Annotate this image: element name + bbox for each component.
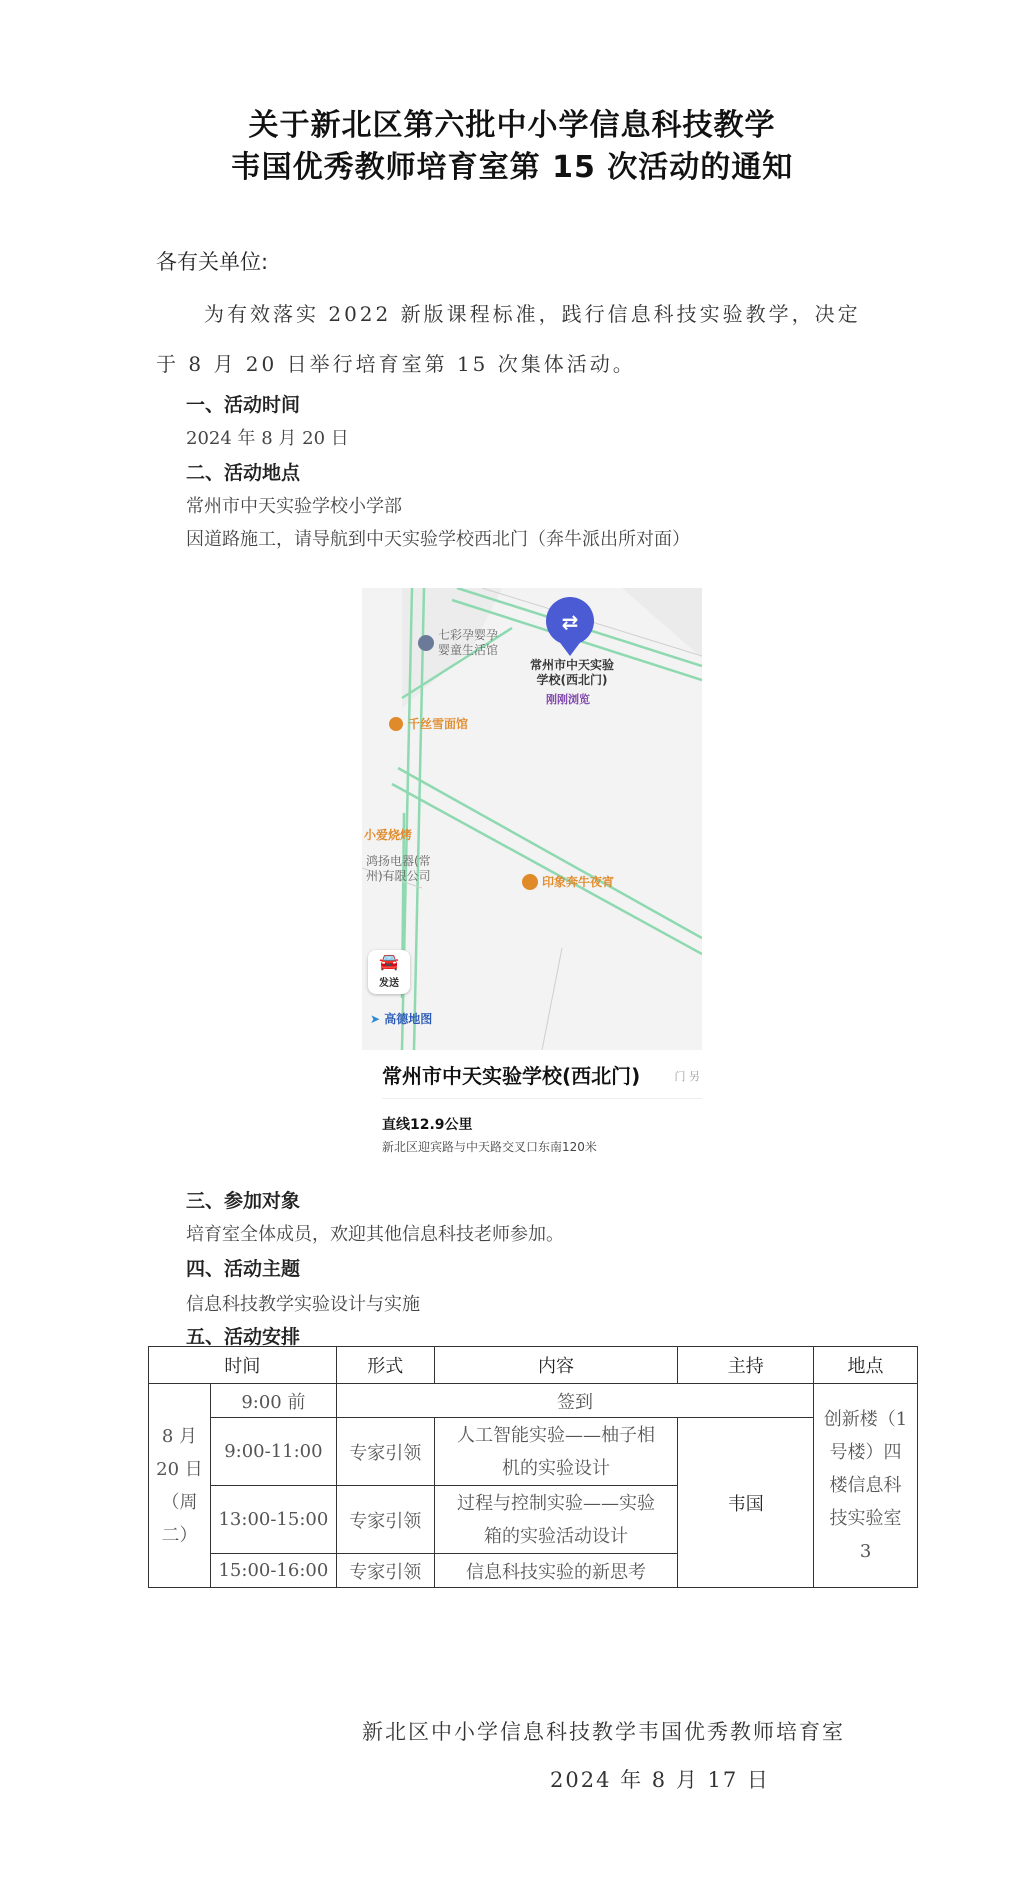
poi-target-line-2: 学校(西北门) xyxy=(536,673,608,687)
poi-company xyxy=(366,854,431,884)
time-cell: 15:00-16:00 xyxy=(210,1554,336,1588)
content-cell: 签到 xyxy=(336,1384,813,1418)
theme-heading: 四、活动主题 xyxy=(186,1258,301,1280)
card-title: 常州市中天实验学校(西北门) xyxy=(382,1064,641,1088)
date-line-4: 二） xyxy=(161,1524,198,1546)
time-cell: 9:00-11:00 xyxy=(210,1418,336,1486)
poi-night-snack: 印象奔牛夜宵 xyxy=(542,875,615,889)
poi-bbq: 小爱烧烤 xyxy=(364,828,413,842)
poi-baby-store xyxy=(438,628,498,658)
content-cell xyxy=(434,1418,678,1486)
poi-target xyxy=(512,658,632,688)
place-value: 常州市中天实验学校小学部 xyxy=(186,496,402,517)
poi-noodle: 千丝雪面馆 xyxy=(408,717,469,731)
participants-heading: 三、参加对象 xyxy=(186,1190,301,1212)
intro-line-1: 为有效落实 2022 新版课程标准，践行信息科技实验教学，决定 xyxy=(204,302,861,326)
form-cell: 专家引领 xyxy=(336,1554,434,1588)
time-cell: 9:00 前 xyxy=(210,1384,336,1418)
time-cell: 13:00-15:00 xyxy=(210,1486,336,1554)
header-time: 时间 xyxy=(149,1347,337,1384)
location-line-4: 技实验室 xyxy=(829,1508,902,1529)
poi-company-line-2: 州)有限公司 xyxy=(366,869,431,883)
date-line-2: 20 日 xyxy=(156,1458,203,1480)
signature-date: 2024 年 8 月 17 日 xyxy=(550,1768,770,1792)
poi-baby-line-2: 婴童生活馆 xyxy=(438,643,499,657)
location-line-3: 楼信息科 xyxy=(829,1475,902,1496)
map-brand xyxy=(370,1012,432,1027)
content-line-2: 箱的实验活动设计 xyxy=(484,1525,628,1547)
title-line-1: 关于新北区第六批中小学信息科技教学 xyxy=(248,108,776,143)
location-card xyxy=(362,1050,702,1158)
location-line-1: 创新楼（1 xyxy=(823,1409,908,1430)
content-cell: 信息科技实验的新思考 xyxy=(434,1554,678,1588)
form-cell: 专家引领 xyxy=(336,1418,434,1486)
form-cell: 专家引领 xyxy=(336,1486,434,1554)
content-line-1: 人工智能实验——柚子相 xyxy=(457,1424,655,1446)
signature-org: 新北区中小学信息科技教学韦国优秀教师培育室 xyxy=(362,1720,845,1744)
poi-recent-label: 刚刚浏览 xyxy=(546,693,590,706)
navigation-arrow-icon: ➤ xyxy=(370,1012,381,1026)
content-line-1: 过程与控制实验——实验 xyxy=(457,1492,655,1514)
schedule-heading: 五、活动安排 xyxy=(186,1326,301,1348)
time-value: 2024 年 8 月 20 日 xyxy=(186,428,349,449)
date-line-1: 8 月 xyxy=(161,1425,198,1447)
time-heading: 一、活动时间 xyxy=(186,394,301,416)
header-form: 形式 xyxy=(336,1347,434,1384)
theme-value: 信息科技教学实验设计与实施 xyxy=(186,1294,420,1315)
card-tag: 门 另 xyxy=(674,1070,700,1083)
map-brand-label: 高德地图 xyxy=(384,1012,433,1026)
date-line-3: （周 xyxy=(161,1491,198,1513)
card-address: 新北区迎宾路与中天路交叉口东南120米 xyxy=(382,1140,597,1154)
location-line-5: 3 xyxy=(859,1541,872,1562)
place-note: 因道路施工，请导航到中天实验学校西北门（奔牛派出所对面） xyxy=(186,529,690,550)
location-line-2: 号楼）四 xyxy=(829,1442,902,1463)
content-line-2: 机的实验设计 xyxy=(502,1457,610,1479)
table-row xyxy=(149,1384,918,1418)
send-button[interactable] xyxy=(368,950,410,994)
svg-text:⇄: ⇄ xyxy=(561,610,579,634)
card-divider xyxy=(382,1098,702,1099)
date-cell xyxy=(149,1384,211,1588)
greeting: 各有关单位: xyxy=(156,250,269,274)
intro-line-2: 于 8 月 20 日举行培育室第 15 次集体活动。 xyxy=(156,352,636,376)
map-image xyxy=(362,588,702,1050)
header-location: 地点 xyxy=(814,1347,918,1384)
card-distance: 直线12.9公里 xyxy=(382,1117,473,1133)
header-host: 主持 xyxy=(678,1347,814,1384)
header-content: 内容 xyxy=(434,1347,678,1384)
host-cell: 韦国 xyxy=(678,1418,814,1588)
table-header-row xyxy=(149,1347,918,1384)
participants-value: 培育室全体成员，欢迎其他信息科技老师参加。 xyxy=(186,1224,564,1245)
send-label: 发送 xyxy=(379,978,399,989)
place-heading: 二、活动地点 xyxy=(186,462,301,484)
title-line-2: 韦国优秀教师培育室第 15 次活动的通知 xyxy=(230,150,794,185)
poi-target-line-1: 常州市中天实验 xyxy=(529,658,614,672)
car-icon: 🚘 xyxy=(379,952,399,971)
schedule-table xyxy=(148,1346,918,1588)
table-row xyxy=(149,1418,918,1486)
location-cell xyxy=(814,1384,918,1588)
content-cell xyxy=(434,1486,678,1554)
poi-baby-line-1: 七彩孕婴孕 xyxy=(438,628,499,642)
poi-company-line-1: 鸿扬电器(常 xyxy=(366,854,431,868)
